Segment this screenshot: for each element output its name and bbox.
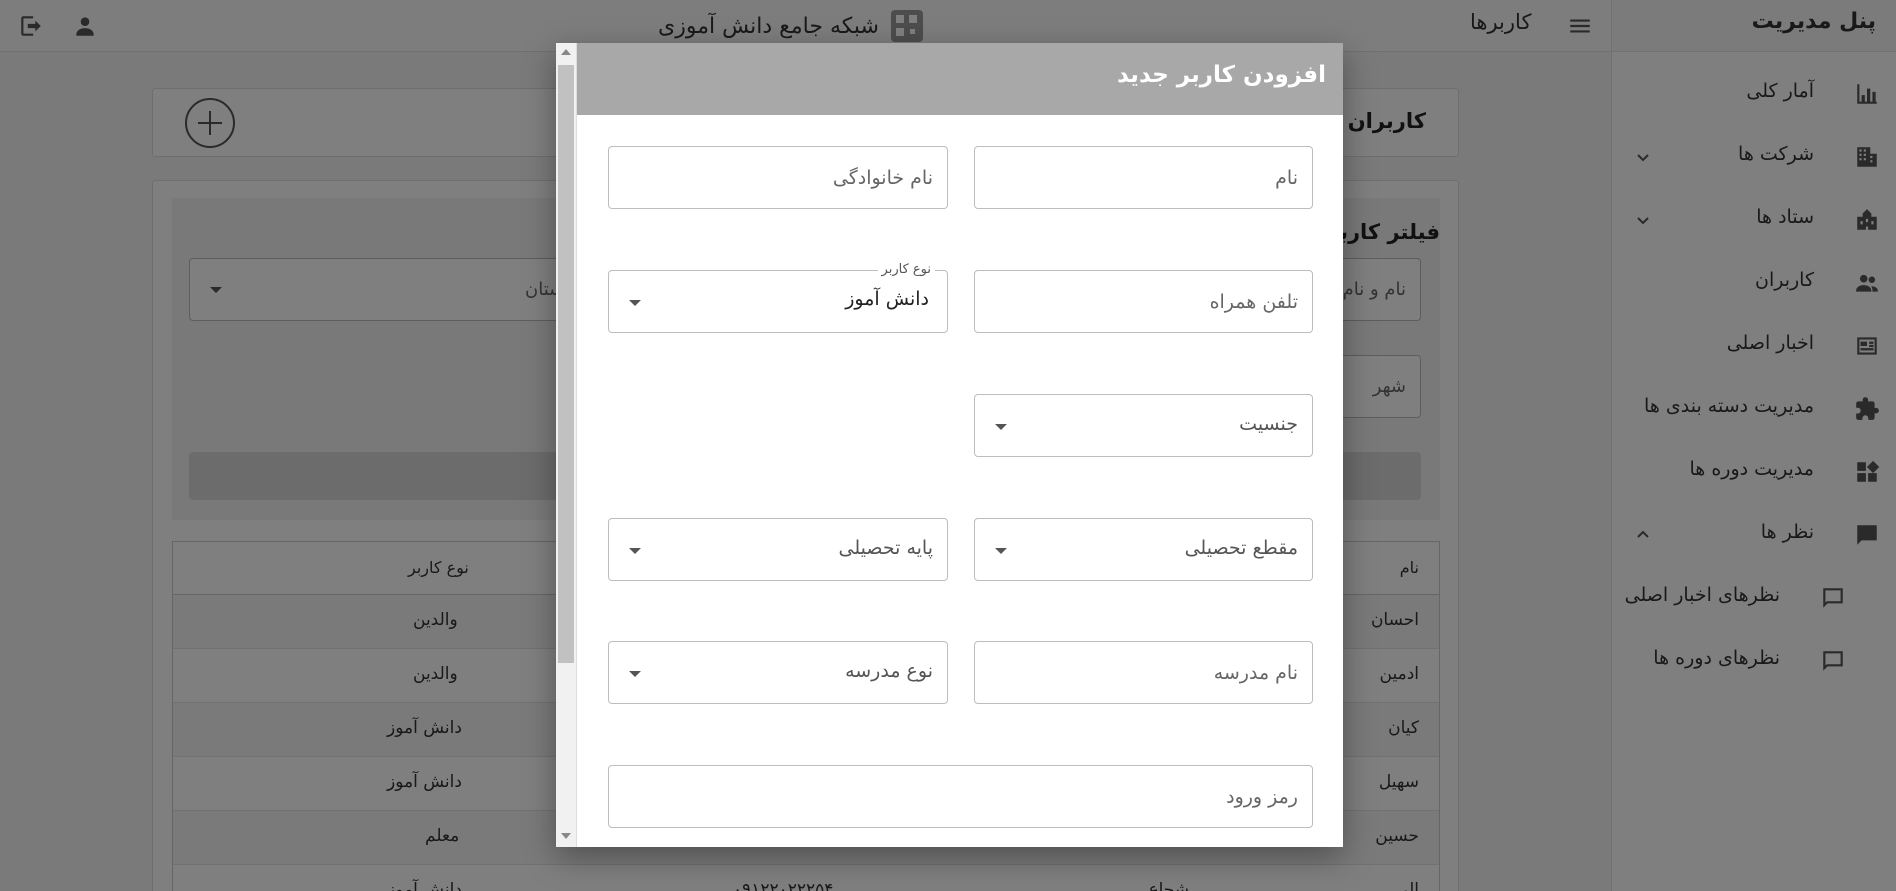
grade-select[interactable] (608, 518, 948, 581)
school-name-input[interactable] (975, 642, 1312, 703)
chevron-down-icon (629, 671, 641, 677)
chevron-down-icon (995, 424, 1007, 430)
last-name-field[interactable] (608, 146, 948, 209)
chevron-down-icon (629, 300, 641, 306)
gender-select[interactable] (974, 394, 1313, 457)
education-level-select[interactable] (974, 518, 1313, 581)
school-name-field[interactable] (974, 641, 1313, 704)
grade-placeholder: پایه تحصیلی (838, 537, 933, 559)
school-type-placeholder: نوع مدرسه (845, 660, 933, 682)
password-input[interactable] (609, 766, 1312, 827)
scroll-up-arrow-icon[interactable] (561, 49, 571, 55)
password-field[interactable] (608, 765, 1313, 828)
education-level-placeholder: مقطع تحصیلی (1184, 537, 1298, 559)
chevron-down-icon (995, 548, 1007, 554)
first-name-field[interactable] (974, 146, 1313, 209)
mobile-field[interactable] (974, 270, 1313, 333)
school-type-select[interactable] (608, 641, 948, 704)
mobile-input[interactable] (975, 271, 1312, 332)
gender-placeholder: جنسیت (1239, 413, 1298, 435)
first-name-input[interactable] (975, 147, 1312, 208)
dialog-header (577, 43, 1343, 115)
user-type-value: دانش آموز (845, 288, 929, 310)
scrollbar-thumb[interactable] (558, 65, 574, 663)
last-name-input[interactable] (609, 147, 947, 208)
dialog-title: افزودن کاربر جدید (1117, 62, 1326, 88)
add-user-dialog (556, 43, 1343, 847)
dialog-scrollbar[interactable] (556, 43, 577, 847)
user-type-select[interactable] (608, 262, 948, 333)
scroll-down-arrow-icon[interactable] (561, 833, 571, 839)
user-type-label: نوع کاربر (878, 262, 935, 277)
chevron-down-icon (629, 548, 641, 554)
